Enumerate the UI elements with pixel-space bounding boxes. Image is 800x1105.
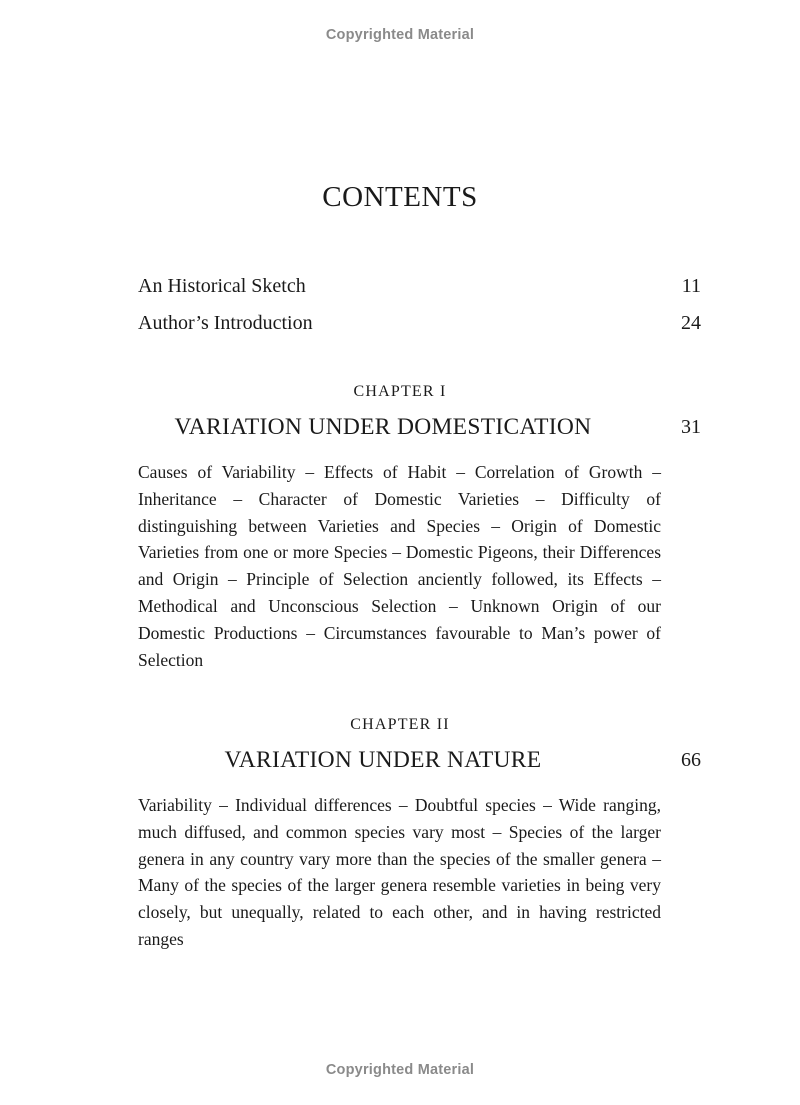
copyright-watermark-bottom: Copyrighted Material xyxy=(325,1062,475,1078)
page-title: CONTENTS xyxy=(322,181,478,213)
toc-entry-authors-introduction[interactable] xyxy=(138,312,701,335)
toc-entry-label: Author’s Introduction xyxy=(138,312,313,334)
toc-entry-page: 24 xyxy=(681,312,701,334)
chapter-1-summary: Causes of Variability – Effects of Habit – Correlation of Growth – Inheritance – Character of Domestic Varieties – Difficulty of distinguishing between Varieties and Species – Origin of Domestic Varieties from one or more Species – Domestic Pigeons, their Differences and Origin – Principle of Selection anciently followed, its Effects – Methodical and Unconscious Selection – Unknown Origin of our Domestic Productions – Circumstances favourable to Man’s power of Selection xyxy=(138,462,661,670)
chapter-2-label: CHAPTER II xyxy=(350,716,450,733)
chapter-1-heading[interactable] xyxy=(138,414,701,444)
chapter-2-page: 66 xyxy=(681,749,701,771)
toc-entry-historical-sketch[interactable] xyxy=(138,275,701,298)
chapter-2-summary: Variability – Individual differences – Doubtful species – Wide ranging, much diffused, and common species vary most – Species of the larger genera in any country vary more than the species of the smaller genera – Many of the species of the larger genera resemble varieties in being very closely, but unequally, related to each other, and in having restricted ranges xyxy=(138,795,661,949)
chapter-1-title: VARIATION UNDER DOMESTICATION xyxy=(174,414,592,440)
chapter-1-page: 31 xyxy=(681,416,701,438)
chapter-2-heading[interactable] xyxy=(138,747,701,777)
copyright-watermark-top: Copyrighted Material xyxy=(325,27,475,43)
toc-entry-page: 11 xyxy=(681,275,701,297)
chapter-1-label: CHAPTER I xyxy=(353,383,447,400)
chapter-2-title: VARIATION UNDER NATURE xyxy=(224,747,542,773)
toc-entry-label: An Historical Sketch xyxy=(138,275,306,297)
